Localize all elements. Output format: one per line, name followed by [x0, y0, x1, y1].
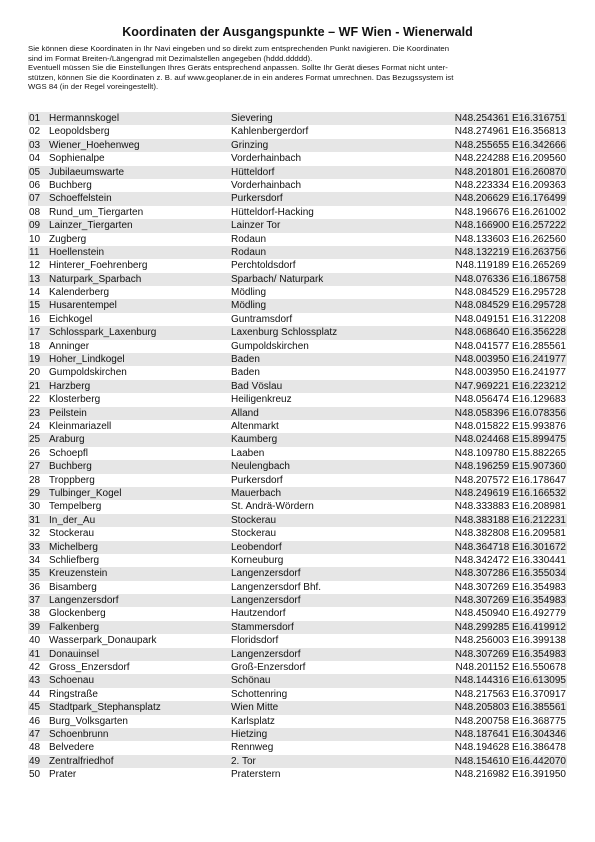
row-number: 48 [29, 742, 41, 754]
start-location: Wien Mitte [231, 702, 279, 714]
table-row [28, 326, 567, 339]
row-number: 49 [29, 755, 41, 767]
point-name: Schoeffelstein [49, 193, 112, 205]
start-location: Baden [231, 354, 260, 366]
gps-coordinates: N48.058396 E16.078356 [454, 407, 566, 419]
start-location: Hütteldorf [231, 166, 275, 178]
gps-coordinates: N48.450940 E16.492779 [454, 608, 566, 620]
start-location: Purkersdorf [231, 193, 283, 205]
row-number: 21 [29, 380, 41, 392]
gps-coordinates: N48.196676 E16.261002 [454, 206, 566, 218]
table-row [28, 206, 567, 219]
start-location: Langenzersdorf [231, 568, 301, 580]
gps-coordinates: N48.307269 E16.354983 [454, 581, 566, 593]
intro-line: WGS 84 (in der Regel voreingestellt). [28, 82, 159, 92]
row-number: 34 [29, 554, 41, 566]
point-name: Sophienalpe [49, 153, 105, 165]
point-name: Ringstraße [49, 688, 98, 700]
point-name: Tempelberg [49, 501, 102, 513]
row-number: 10 [29, 233, 41, 245]
row-number: 50 [29, 769, 41, 781]
gps-coordinates: N48.068640 E16.356228 [454, 327, 566, 339]
table-row [28, 179, 567, 192]
start-location: Hütteldorf-Hacking [231, 206, 314, 218]
point-name: Anninger [49, 340, 90, 352]
gps-coordinates: N48.256003 E16.399138 [454, 635, 566, 647]
point-name: Rund_um_Tiergarten [49, 206, 144, 218]
gps-coordinates: N48.144316 E16.613095 [454, 675, 566, 687]
gps-coordinates: N48.076336 E16.186758 [454, 273, 566, 285]
point-name: Bisamberg [49, 581, 97, 593]
start-location: Praterstern [231, 769, 281, 781]
table-row [28, 674, 567, 687]
row-number: 33 [29, 541, 41, 553]
point-name: Prater [49, 769, 77, 781]
row-number: 26 [29, 447, 41, 459]
gps-coordinates: N48.255655 E16.342666 [454, 139, 566, 151]
start-location: Lainzer Tor [231, 220, 281, 232]
table-row [28, 340, 567, 353]
row-number: 38 [29, 608, 41, 620]
gps-coordinates: N48.383188 E16.212231 [454, 514, 566, 526]
gps-coordinates: N48.132219 E16.263756 [454, 246, 566, 258]
row-number: 06 [29, 179, 41, 191]
gps-coordinates: N48.194628 E16.386478 [454, 742, 566, 754]
point-name: Falkenberg [49, 621, 100, 633]
gps-coordinates: N48.206629 E16.176499 [454, 193, 566, 205]
start-location: Floridsdorf [231, 635, 279, 647]
table-row [28, 715, 567, 728]
start-location: Vorderhainbach [231, 153, 302, 165]
gps-coordinates: N48.166900 E16.257222 [454, 220, 566, 232]
point-name: Donauinsel [49, 648, 100, 660]
point-name: In_der_Au [49, 514, 96, 526]
point-name: Husarentempel [49, 300, 117, 312]
start-location: Kaumberg [231, 434, 278, 446]
point-name: Hoellenstein [49, 246, 105, 258]
gps-coordinates: N48.201152 E16.550678 [455, 662, 566, 674]
row-number: 04 [29, 153, 41, 165]
gps-coordinates: N48.056474 E16.129683 [454, 394, 566, 406]
gps-coordinates: N48.084529 E16.295728 [454, 300, 566, 312]
table-row [28, 152, 567, 165]
point-name: Klosterberg [49, 394, 101, 406]
table-row [28, 621, 567, 634]
start-location: Bad Vöslau [231, 380, 283, 392]
row-number: 39 [29, 621, 41, 633]
gps-coordinates: N48.187641 E16.304346 [454, 728, 566, 740]
table-row [28, 393, 567, 406]
table-row [28, 233, 567, 246]
point-name: Hermannskogel [49, 113, 120, 124]
row-number: 27 [29, 461, 41, 473]
row-number: 46 [29, 715, 41, 727]
intro-line: Sie können diese Koordinaten in Ihr Navi eingeben und so direkt zum entsprechenden Punkt navigieren. Die Koordinaten [28, 44, 450, 53]
table-row [28, 380, 567, 393]
start-location: Groß-Enzersdorf [231, 662, 306, 674]
table-row [28, 299, 567, 312]
gps-coordinates: N48.224288 E16.209560 [454, 153, 566, 165]
point-name: Jubilaeumswarte [49, 166, 125, 178]
row-number: 42 [29, 662, 41, 674]
table-row [28, 581, 567, 594]
start-location: Hietzing [231, 728, 268, 740]
table-row [28, 648, 567, 661]
start-location: Hautzendorf [231, 608, 286, 620]
point-name: Burg_Volksgarten [49, 715, 128, 727]
point-name: Wasserpark_Donaupark [49, 635, 157, 647]
gps-coordinates: N48.299285 E16.419912 [454, 621, 566, 633]
row-number: 02 [29, 126, 41, 138]
table-row [28, 460, 567, 473]
gps-coordinates: N48.041577 E16.285561 [454, 340, 566, 352]
start-location: Leobendorf [231, 541, 282, 553]
gps-coordinates: N48.249619 E16.166532 [454, 487, 566, 499]
point-name: Glockenberg [49, 608, 106, 620]
row-number: 09 [29, 220, 41, 232]
start-location: Neulengbach [231, 461, 290, 473]
point-name: Zugberg [49, 233, 87, 245]
row-number: 31 [29, 514, 41, 526]
table-row [28, 286, 567, 299]
point-name: Hinterer_Foehrenberg [49, 260, 148, 272]
table-row [28, 112, 567, 125]
row-number: 45 [29, 702, 41, 714]
intro-line: sind im Format Breiten-/Längengrad mit Dezimalstellen angegeben (hddd.ddddd). [28, 53, 313, 63]
start-location: Stockerau [231, 514, 277, 526]
start-location: Langenzersdorf [231, 648, 301, 660]
row-number: 18 [29, 340, 41, 352]
point-name: Harzberg [49, 380, 91, 392]
document-title: Koordinaten der Ausgangspunkte – WF Wien - Wienerwald [122, 25, 473, 39]
table-row [28, 594, 567, 607]
point-name: Schoepfl [49, 447, 88, 459]
point-name: Zentralfriedhof [49, 755, 114, 767]
table-row [28, 259, 567, 272]
table-row [28, 554, 567, 567]
table-row [28, 755, 567, 768]
row-number: 41 [29, 648, 41, 660]
start-location: Stockerau [231, 528, 277, 540]
start-location: Heiligenkreuz [231, 394, 292, 406]
gps-coordinates: N48.133603 E16.262560 [454, 233, 566, 245]
table-row [28, 366, 567, 379]
table-row [28, 514, 567, 527]
row-number: 32 [29, 528, 41, 540]
start-location: Sievering [231, 113, 273, 124]
point-name: Wiener_Hoehenweg [49, 139, 140, 151]
gps-coordinates: N48.154610 E16.442070 [454, 755, 566, 767]
table-row [28, 192, 567, 205]
point-name: Kleinmariazell [49, 420, 112, 432]
point-name: Lainzer_Tiergarten [49, 220, 133, 232]
start-location: Perchtoldsdorf [231, 260, 296, 272]
point-name: Buchberg [49, 179, 92, 191]
row-number: 30 [29, 501, 41, 513]
row-number: 15 [29, 300, 41, 312]
row-number: 23 [29, 407, 41, 419]
gps-coordinates: N48.307286 E16.355034 [454, 568, 566, 580]
start-location: Laxenburg Schlossplatz [231, 327, 338, 339]
start-location: Kahlenbergerdorf [231, 126, 309, 138]
coordinates-table [28, 112, 567, 782]
row-number: 28 [29, 474, 41, 486]
point-name: Tulbinger_Kogel [49, 487, 122, 499]
gps-coordinates: N48.196259 E15.907360 [454, 461, 566, 473]
table-row [28, 139, 567, 152]
table-row [28, 273, 567, 286]
table-row [28, 246, 567, 259]
intro-text [28, 44, 570, 92]
start-location: Langenzersdorf Bhf. [231, 581, 322, 593]
row-number: 24 [29, 420, 41, 432]
gps-coordinates: N48.274961 E16.356813 [454, 126, 566, 138]
gps-coordinates: N48.342472 E16.330441 [454, 554, 566, 566]
point-name: Hoher_Lindkogel [49, 354, 125, 366]
table-row [28, 353, 567, 366]
point-name: Belvedere [49, 742, 95, 754]
gps-coordinates: N48.307269 E16.354983 [454, 595, 566, 607]
gps-coordinates: N47.969221 E16.223212 [454, 380, 566, 392]
start-location: St. Andrä-Wördern [231, 501, 314, 513]
gps-coordinates: N48.333883 E16.208981 [454, 501, 566, 513]
intro-line: Eventuell müssen Sie die Einstellungen Ihres Geräts entsprechend anpassen. Sollte Ihr Gerät dieses Format nicht unter- [28, 63, 448, 73]
table-row [28, 500, 567, 513]
table-row [28, 219, 567, 232]
point-name: Stadtpark_Stephansplatz [49, 702, 161, 714]
start-location: Rennweg [231, 742, 274, 754]
row-number: 05 [29, 166, 41, 178]
table-row [28, 728, 567, 741]
table-row [28, 661, 567, 674]
start-location: Laaben [231, 447, 265, 459]
table-row [28, 474, 567, 487]
gps-coordinates: N48.003950 E16.241977 [454, 367, 566, 379]
table-row [28, 567, 567, 580]
start-location: Mödling [231, 287, 267, 299]
table-row [28, 768, 567, 781]
row-number: 44 [29, 688, 41, 700]
row-number: 01 [29, 113, 41, 124]
start-location: Purkersdorf [231, 474, 283, 486]
table-row [28, 487, 567, 500]
point-name: Naturpark_Sparbach [49, 273, 142, 285]
start-location: Grinzing [231, 139, 269, 151]
row-number: 20 [29, 367, 41, 379]
intro-line: stützen, können Sie die Koordinaten z. B. auf www.geoplaner.de in ein anderes Format umrechnen. Das Bezugssystem ist [28, 72, 454, 82]
point-name: Leopoldsberg [49, 126, 110, 138]
start-location: Langenzersdorf [231, 595, 301, 607]
gps-coordinates: N48.003950 E16.241977 [454, 354, 566, 366]
start-location: Mödling [231, 300, 267, 312]
table-row [28, 166, 567, 179]
gps-coordinates: N48.205803 E16.385561 [454, 702, 566, 714]
start-location: Gumpoldskirchen [231, 340, 309, 352]
point-name: Gross_Enzersdorf [49, 662, 130, 674]
table-row [28, 433, 567, 446]
table-row [28, 125, 567, 138]
gps-coordinates: N48.201801 E16.260870 [454, 166, 566, 178]
row-number: 19 [29, 354, 41, 366]
row-number: 22 [29, 394, 41, 406]
point-name: Schoenau [49, 675, 95, 687]
gps-coordinates: N48.024468 E15.899475 [454, 434, 566, 446]
row-number: 11 [29, 246, 40, 258]
point-name: Araburg [49, 434, 85, 446]
start-location: 2. Tor [231, 755, 256, 767]
start-location: Schönau [231, 675, 271, 687]
row-number: 47 [29, 728, 41, 740]
point-name: Langenzersdorf [49, 595, 119, 607]
gps-coordinates: N48.119189 E16.265269 [455, 260, 566, 272]
table-row [28, 407, 567, 420]
start-location: Vorderhainbach [231, 179, 302, 191]
start-location: Alland [231, 407, 259, 419]
start-location: Stammersdorf [231, 621, 294, 633]
gps-coordinates: N48.216982 E16.391950 [454, 769, 566, 781]
row-number: 36 [29, 581, 41, 593]
table-row [28, 313, 567, 326]
start-location: Mauerbach [231, 487, 282, 499]
point-name: Michelberg [49, 541, 98, 553]
row-number: 07 [29, 193, 41, 205]
start-location: Karlsplatz [231, 715, 275, 727]
gps-coordinates: N48.217563 E16.370917 [454, 688, 566, 700]
table-row [28, 541, 567, 554]
gps-coordinates: N48.109780 E15.882265 [454, 447, 566, 459]
gps-coordinates: N48.307269 E16.354983 [454, 648, 566, 660]
row-number: 03 [29, 139, 41, 151]
start-location: Rodaun [231, 233, 267, 245]
gps-coordinates: N48.049151 E16.312208 [454, 313, 566, 325]
row-number: 35 [29, 568, 41, 580]
point-name: Schoenbrunn [49, 728, 109, 740]
table-row [28, 607, 567, 620]
table-row [28, 741, 567, 754]
gps-coordinates: N48.364718 E16.301672 [454, 541, 566, 553]
point-name: Kreuzenstein [49, 568, 108, 580]
point-name: Gumpoldskirchen [49, 367, 127, 379]
gps-coordinates: N48.254361 E16.316751 [454, 113, 566, 124]
start-location: Rodaun [231, 246, 267, 258]
point-name: Troppberg [49, 474, 95, 486]
start-location: Schottenring [231, 688, 288, 700]
table-row [28, 420, 567, 433]
row-number: 16 [29, 313, 41, 325]
row-number: 17 [29, 327, 41, 339]
table-row [28, 447, 567, 460]
gps-coordinates: N48.382808 E16.209581 [454, 528, 566, 540]
table-row [28, 634, 567, 647]
point-name: Stockerau [49, 528, 95, 540]
row-number: 29 [29, 487, 41, 499]
start-location: Guntramsdorf [231, 313, 293, 325]
row-number: 13 [29, 273, 41, 285]
table-row [28, 688, 567, 701]
gps-coordinates: N48.207572 E16.178647 [454, 474, 566, 486]
point-name: Peilstein [49, 407, 87, 419]
point-name: Buchberg [49, 461, 92, 473]
gps-coordinates: N48.223334 E16.209363 [454, 179, 566, 191]
start-location: Korneuburg [231, 554, 284, 566]
row-number: 14 [29, 287, 41, 299]
gps-coordinates: N48.015822 E15.993876 [454, 420, 566, 432]
start-location: Baden [231, 367, 260, 379]
gps-coordinates: N48.200758 E16.368775 [454, 715, 566, 727]
gps-coordinates: N48.084529 E16.295728 [454, 287, 566, 299]
point-name: Schlosspark_Laxenburg [49, 327, 157, 339]
point-name: Kalenderberg [49, 287, 110, 299]
point-name: Eichkogel [49, 313, 93, 325]
row-number: 43 [29, 675, 41, 687]
row-number: 08 [29, 206, 41, 218]
row-number: 40 [29, 635, 41, 647]
table-row [28, 701, 567, 714]
point-name: Schliefberg [49, 554, 100, 566]
table-row [28, 527, 567, 540]
start-location: Sparbach/ Naturpark [231, 273, 324, 285]
row-number: 12 [29, 260, 41, 272]
start-location: Altenmarkt [231, 420, 279, 432]
row-number: 37 [29, 595, 41, 607]
row-number: 25 [29, 434, 41, 446]
